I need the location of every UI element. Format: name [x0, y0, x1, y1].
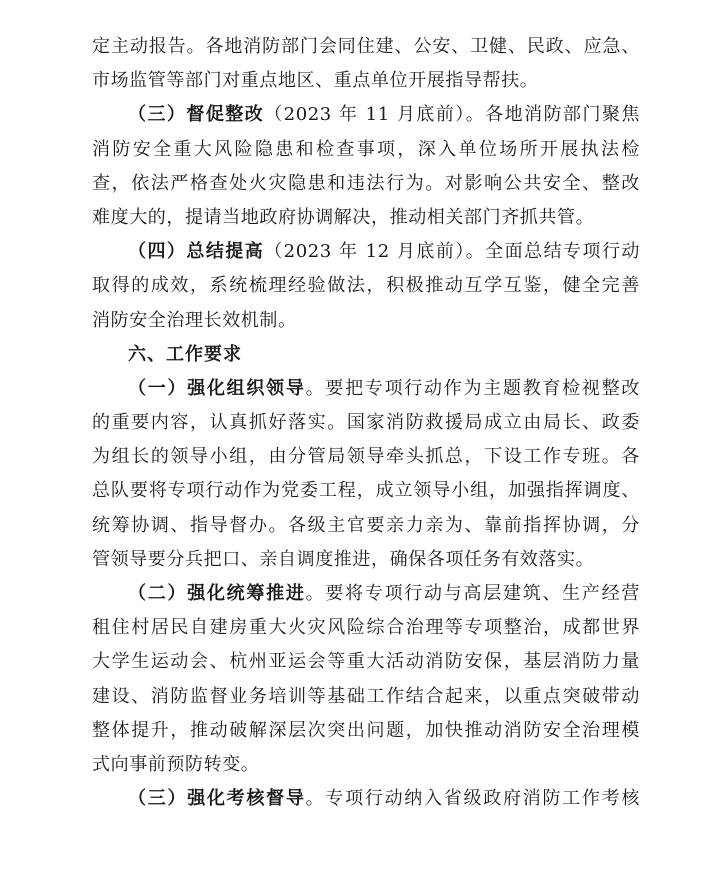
section-line-supervise — [92, 98, 640, 132]
section-text: 。要将专项行动与高层建筑、生产经营 — [305, 583, 640, 604]
paragraph-line: 租住村居民自建房重大火灾风险综合治理等专项整治，成都世界 — [92, 617, 640, 639]
document-page — [92, 30, 640, 816]
paragraph-line: 取得的成效，系统梳理经验做法，积极推动互学互鉴，健全完善 — [92, 275, 640, 297]
paragraph-line: 的重要内容，认真抓好落实。国家消防救援局成立由局长、政委 — [92, 412, 640, 434]
paragraph-line: 为组长的领导小组，由分管局领导牵头抓总，下设工作专班。各 — [92, 446, 640, 468]
section-line-organization — [92, 372, 640, 406]
paragraph-line: 总队要将专项行动作为党委工程，成立领导小组，加强指挥调度、 — [92, 480, 640, 502]
paragraph-line: 查，依法严格查处火灾隐患和违法行为。对影响公共安全、整改 — [92, 172, 640, 194]
paragraph-line: 建设、消防监督业务培训等基础工作结合起来，以重点突破带动 — [92, 685, 640, 707]
paragraph-line: 市场监管等部门对重点地区、重点单位开展指导帮扶。 — [92, 70, 539, 92]
section-lead: （四）总结提高 — [128, 241, 265, 263]
paragraph-line: 式向事前预防转变。 — [92, 753, 260, 775]
section-lead: （二）强化统筹推进 — [128, 583, 306, 604]
paragraph-line: 消防安全重大风险隐患和检查事项，深入单位场所开展执法检 — [92, 138, 640, 160]
paragraph-line: 大学生运动会、杭州亚运会等重大活动消防安保，基层消防力量 — [92, 651, 640, 673]
section-text: 。专项行动纳入省级政府消防工作考核 — [305, 788, 640, 810]
paragraph-line: 定主动报告。各地消防部门会同住建、公安、卫健、民政、应急、 — [92, 36, 640, 57]
section-lead: （三）督促整改 — [128, 104, 265, 126]
section-line-coordination — [92, 577, 640, 611]
section-line-summary — [92, 235, 640, 269]
section-line-assessment — [92, 782, 640, 816]
paragraph-line: 难度大的，提请当地政府协调解决，推动相关部门齐抓共管。 — [92, 206, 595, 228]
section-lead: （一）强化组织领导 — [128, 377, 306, 399]
section-text: （2023 年 12 月底前）。全面总结专项行动 — [264, 241, 640, 263]
section-heading: 六、工作要求 — [128, 343, 242, 365]
paragraph-line: 消防安全治理长效机制。 — [92, 309, 297, 331]
section-lead: （三）强化考核督导 — [128, 788, 306, 810]
section-text: 。要把专项行动作为主题教育检视整改 — [305, 377, 640, 399]
paragraph-line: 整体提升，推动破解深层次突出问题，加快推动消防安全治理模 — [92, 719, 640, 741]
section-text: （2023 年 11 月底前）。各地消防部门聚焦 — [264, 104, 640, 126]
paragraph-line: 管领导要分兵把口、亲自调度推进，确保各项任务有效落实。 — [92, 548, 595, 570]
paragraph-line: 统筹协调、指导督办。各级主官要亲力亲为、靠前指挥协调，分 — [92, 514, 640, 536]
